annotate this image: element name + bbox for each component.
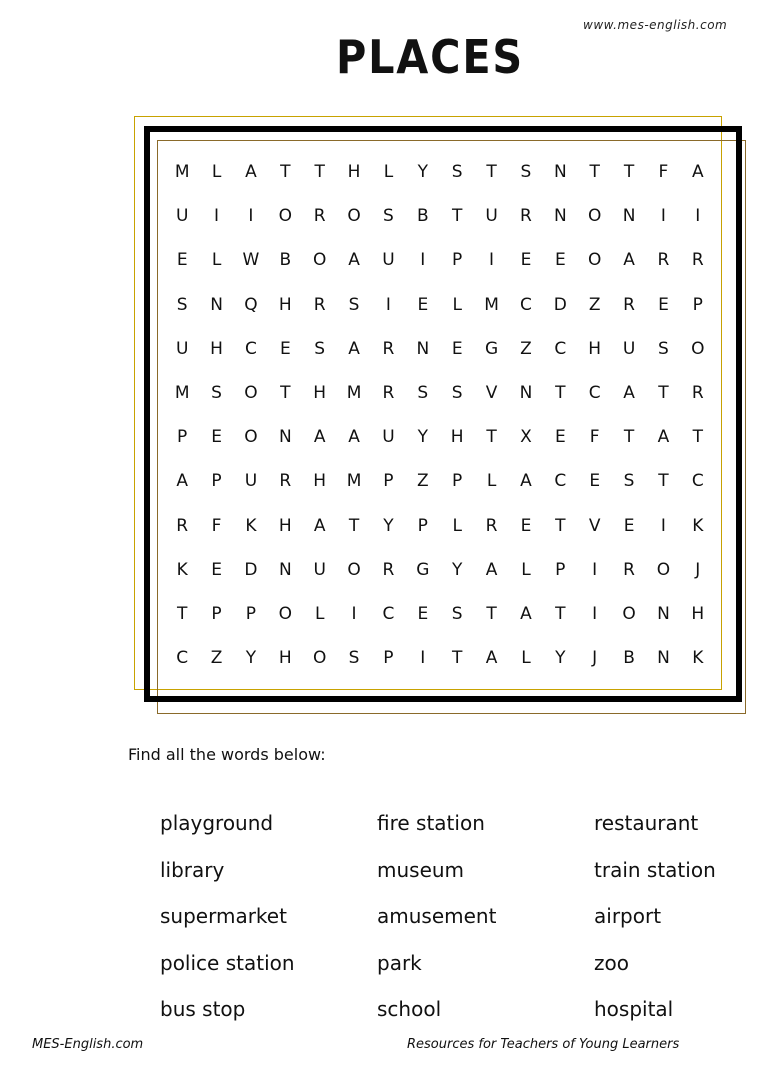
grid-cell[interactable]: E	[623, 515, 635, 536]
instruction-text: Find all the words below:	[128, 745, 326, 764]
grid-cell[interactable]: I	[351, 603, 357, 624]
grid-cell[interactable]: R	[279, 471, 292, 492]
grid-row	[165, 371, 715, 415]
grid-cell[interactable]: U	[622, 338, 636, 359]
grid-cell[interactable]: A	[657, 427, 670, 448]
grid-cell[interactable]: M	[484, 294, 499, 315]
grid-cell[interactable]: E	[658, 294, 669, 315]
grid-cell[interactable]: O	[278, 206, 292, 227]
word-item: hospital	[594, 997, 674, 1022]
grid-cell[interactable]: S	[451, 603, 463, 624]
grid-cell[interactable]: A	[623, 383, 635, 404]
grid-cell[interactable]: T	[314, 162, 325, 183]
grid-cell[interactable]: C	[176, 648, 189, 669]
grid-cell[interactable]: R	[176, 515, 189, 536]
grid-cell[interactable]: T	[658, 471, 669, 492]
grid-cell[interactable]: S	[451, 383, 463, 404]
word-row	[160, 940, 760, 987]
grid-cell[interactable]: J	[592, 648, 598, 669]
grid-cell[interactable]: C	[520, 294, 532, 315]
grid-cell[interactable]: E	[520, 250, 532, 271]
grid-cell[interactable]: P	[452, 250, 463, 271]
grid-row	[165, 194, 715, 238]
grid-cell[interactable]: H	[278, 648, 292, 669]
grid-cell[interactable]: Y	[451, 559, 463, 580]
grid-row	[165, 548, 715, 592]
grid-cell[interactable]: P	[177, 427, 188, 448]
grid-cell[interactable]: M	[346, 383, 362, 404]
grid-cell[interactable]: O	[691, 338, 705, 359]
grid-cell[interactable]: H	[278, 294, 292, 315]
grid-cell[interactable]: W	[242, 250, 260, 271]
word-item: police station	[160, 950, 295, 975]
grid-cell[interactable]: K	[245, 515, 257, 536]
word-item: supermarket	[160, 904, 287, 929]
grid-cell[interactable]: H	[278, 515, 292, 536]
grid-cell[interactable]: E	[211, 559, 222, 580]
grid-cell[interactable]: M	[174, 162, 190, 183]
grid-cell[interactable]: P	[383, 471, 394, 492]
grid-cell[interactable]: T	[555, 383, 566, 404]
grid-cell[interactable]: N	[278, 559, 292, 580]
grid-cell[interactable]: O	[347, 559, 361, 580]
word-item: park	[377, 950, 422, 975]
grid-cell[interactable]: S	[383, 206, 394, 227]
word-row	[160, 893, 760, 940]
grid-cell[interactable]: R	[623, 294, 635, 315]
grid-cell[interactable]: P	[383, 648, 394, 669]
grid-cell[interactable]: D	[244, 559, 258, 580]
grid-cell[interactable]: Y	[245, 648, 257, 669]
grid-row	[165, 592, 715, 636]
word-item: library	[160, 857, 225, 882]
grid-cell[interactable]: P	[245, 603, 257, 624]
grid-cell[interactable]: K	[692, 515, 704, 536]
grid-cell[interactable]: E	[176, 250, 188, 271]
grid-cell[interactable]: R	[691, 383, 704, 404]
grid-cell[interactable]: J	[695, 559, 701, 580]
grid-cell[interactable]: A	[313, 515, 326, 536]
grid-row	[165, 459, 715, 503]
grid-cell[interactable]: N	[278, 427, 292, 448]
grid-cell[interactable]: U	[382, 250, 395, 271]
grid-cell[interactable]: H	[588, 338, 602, 359]
grid-cell[interactable]: P	[211, 603, 222, 624]
grid-cell[interactable]: O	[587, 206, 602, 227]
grid-cell[interactable]: E	[417, 294, 429, 315]
grid-cell[interactable]: I	[660, 515, 666, 536]
grid-cell[interactable]: L	[521, 559, 531, 580]
grid-cell[interactable]: T	[348, 515, 360, 536]
grid-cell[interactable]: U	[244, 471, 258, 492]
grid-cell[interactable]: G	[484, 338, 499, 359]
grid-cell[interactable]: C	[554, 471, 567, 492]
word-row	[160, 847, 760, 894]
site-url: www.mes-english.com	[583, 18, 728, 32]
word-item: amusement	[377, 904, 497, 929]
grid-cell[interactable]: T	[555, 515, 566, 536]
grid-cell[interactable]: A	[623, 250, 635, 271]
grid-cell[interactable]: R	[520, 206, 532, 227]
word-item: train station	[594, 857, 716, 882]
grid-cell[interactable]: A	[348, 427, 360, 448]
grid-cell[interactable]: N	[553, 206, 567, 227]
grid-cell[interactable]: I	[592, 603, 598, 624]
grid-cell[interactable]: I	[695, 206, 701, 227]
grid-cell[interactable]: E	[451, 338, 463, 359]
grid-cell[interactable]: A	[485, 648, 498, 669]
grid-cell[interactable]: T	[486, 603, 497, 624]
grid-cell[interactable]: I	[385, 294, 391, 315]
grid-cell[interactable]: H	[691, 603, 705, 624]
grid-cell[interactable]: Q	[244, 294, 258, 315]
word-item: bus stop	[160, 997, 246, 1022]
grid-cell[interactable]: V	[485, 383, 498, 404]
word-row	[160, 800, 760, 847]
grid-cell[interactable]: A	[348, 338, 360, 359]
grid-cell[interactable]: S	[348, 294, 360, 315]
grid-cell[interactable]: T	[486, 427, 497, 448]
grid-cell[interactable]: X	[520, 427, 532, 448]
grid-cell[interactable]: L	[211, 250, 222, 271]
grid-cell[interactable]: I	[214, 206, 220, 227]
grid-cell[interactable]: I	[248, 206, 254, 227]
grid-cell[interactable]: U	[175, 206, 189, 227]
grid-cell[interactable]: T	[451, 206, 463, 227]
grid-cell[interactable]: S	[176, 294, 188, 315]
grid-cell[interactable]: N	[553, 162, 567, 183]
grid-cell[interactable]: H	[347, 162, 361, 183]
grid-cell[interactable]: H	[313, 383, 327, 404]
grid-cell[interactable]: R	[382, 383, 395, 404]
grid-cell[interactable]: N	[519, 383, 533, 404]
grid-cell[interactable]: E	[279, 338, 291, 359]
grid-cell[interactable]: A	[485, 559, 498, 580]
grid-cell[interactable]: Z	[416, 471, 429, 492]
word-item: restaurant	[594, 811, 699, 836]
grid-cell[interactable]: T	[589, 162, 600, 183]
grid-cell[interactable]: S	[520, 162, 532, 183]
grid-cell[interactable]: S	[658, 338, 669, 359]
word-item: fire station	[377, 811, 485, 836]
grid-cell[interactable]: N	[210, 294, 223, 315]
grid-cell[interactable]: I	[420, 250, 426, 271]
grid-cell[interactable]: L	[211, 162, 222, 183]
grid-cell[interactable]: S	[211, 383, 222, 404]
grid-cell[interactable]: A	[520, 603, 532, 624]
grid-cell[interactable]: E	[589, 471, 601, 492]
grid-cell[interactable]: I	[660, 206, 666, 227]
grid-cell[interactable]: Z	[210, 648, 223, 669]
grid-cell[interactable]: A	[245, 162, 257, 183]
grid-cell[interactable]: L	[486, 471, 497, 492]
grid-cell[interactable]: I	[489, 250, 495, 271]
word-list	[160, 800, 760, 1033]
grid-cell[interactable]: Y	[555, 648, 566, 669]
grid-cell[interactable]: O	[312, 250, 327, 271]
grid-cell[interactable]: P	[692, 294, 703, 315]
grid-cell[interactable]: B	[623, 648, 635, 669]
grid-row	[165, 415, 715, 459]
grid-cell[interactable]: C	[691, 471, 704, 492]
grid-cell[interactable]: F	[211, 515, 222, 536]
grid-cell[interactable]: P	[211, 471, 222, 492]
grid-cell[interactable]: L	[452, 515, 462, 536]
grid-cell[interactable]: O	[622, 603, 636, 624]
grid-cell[interactable]: A	[313, 427, 326, 448]
grid-cell[interactable]: M	[346, 471, 362, 492]
grid-row	[165, 504, 715, 548]
grid-cell[interactable]: B	[416, 206, 429, 227]
grid-cell[interactable]: O	[312, 648, 327, 669]
grid-cell[interactable]: R	[623, 559, 635, 580]
grid-cell[interactable]: S	[451, 162, 463, 183]
grid-cell[interactable]: S	[417, 383, 429, 404]
grid-cell[interactable]: E	[211, 427, 222, 448]
grid-cell[interactable]: O	[347, 206, 361, 227]
grid-cell[interactable]: F	[589, 427, 600, 448]
word-item: zoo	[594, 950, 629, 975]
grid-cell[interactable]: P	[452, 471, 463, 492]
grid-cell[interactable]: O	[244, 383, 258, 404]
grid-cell[interactable]: C	[554, 338, 567, 359]
grid-cell[interactable]: O	[656, 559, 671, 580]
page-title: PLACES	[335, 30, 525, 84]
grid-cell[interactable]: R	[691, 250, 704, 271]
grid-cell[interactable]: K	[176, 559, 188, 580]
grid-cell[interactable]: F	[658, 162, 669, 183]
grid-cell[interactable]: R	[382, 338, 395, 359]
grid-row	[165, 238, 715, 282]
word-item: museum	[377, 857, 465, 882]
grid-row	[165, 150, 715, 194]
grid-cell[interactable]: A	[691, 162, 704, 183]
grid-cell[interactable]: R	[485, 515, 498, 536]
grid-cell[interactable]: P	[555, 559, 566, 580]
grid-cell[interactable]: C	[382, 603, 395, 624]
word-item: playground	[160, 811, 274, 836]
grid-cell[interactable]: N	[622, 206, 636, 227]
grid-cell[interactable]: L	[314, 603, 325, 624]
grid-cell[interactable]: U	[313, 559, 326, 580]
grid-cell[interactable]: H	[450, 427, 464, 448]
grid-cell[interactable]: C	[588, 383, 601, 404]
grid-cell[interactable]: P	[417, 515, 428, 536]
grid-cell[interactable]: E	[417, 603, 429, 624]
grid-cell[interactable]: U	[382, 427, 395, 448]
grid-cell[interactable]: Z	[588, 294, 601, 315]
grid-cell[interactable]: H	[210, 338, 223, 359]
grid-cell[interactable]: C	[245, 338, 257, 359]
grid-cell[interactable]: R	[313, 294, 326, 315]
grid-cell[interactable]: Y	[417, 427, 428, 448]
word-row	[160, 986, 760, 1033]
grid-cell[interactable]: T	[692, 427, 703, 448]
footer-tagline: Resources for Teachers of Young Learners	[407, 1037, 680, 1052]
grid-cell[interactable]: E	[554, 250, 566, 271]
grid-cell[interactable]: A	[348, 250, 360, 271]
grid-cell[interactable]: R	[657, 250, 670, 271]
grid-cell[interactable]: T	[176, 603, 188, 624]
grid-cell[interactable]: T	[486, 162, 497, 183]
grid-cell[interactable]: L	[383, 162, 394, 183]
letter-grid	[165, 150, 715, 680]
word-item: school	[377, 997, 442, 1022]
grid-cell[interactable]: S	[623, 471, 635, 492]
grid-cell[interactable]: U	[485, 206, 498, 227]
grid-cell[interactable]: T	[555, 603, 566, 624]
grid-cell[interactable]: E	[520, 515, 532, 536]
grid-cell[interactable]: N	[657, 603, 670, 624]
grid-cell[interactable]: E	[554, 427, 566, 448]
grid-cell[interactable]: Y	[417, 162, 428, 183]
grid-cell[interactable]: T	[623, 427, 635, 448]
grid-cell[interactable]: S	[348, 648, 360, 669]
grid-cell[interactable]: I	[592, 559, 598, 580]
grid-cell[interactable]: H	[313, 471, 327, 492]
grid-cell[interactable]: T	[658, 383, 669, 404]
grid-cell[interactable]: Z	[520, 338, 532, 359]
grid-cell[interactable]: N	[657, 648, 670, 669]
grid-row	[165, 327, 715, 371]
grid-cell[interactable]: V	[588, 515, 601, 536]
grid-cell[interactable]: B	[279, 250, 292, 271]
grid-cell[interactable]: M	[174, 383, 190, 404]
grid-cell[interactable]: L	[452, 294, 462, 315]
word-item: airport	[594, 904, 662, 929]
grid-cell[interactable]: N	[416, 338, 430, 359]
grid-cell[interactable]: G	[416, 559, 430, 580]
grid-cell[interactable]: O	[587, 250, 602, 271]
grid-cell[interactable]: Y	[383, 515, 394, 536]
grid-cell[interactable]: O	[278, 603, 292, 624]
footer-brand: MES-English.com	[32, 1037, 144, 1052]
grid-cell[interactable]: L	[521, 648, 531, 669]
grid-cell[interactable]: D	[553, 294, 567, 315]
grid-cell[interactable]: T	[280, 162, 291, 183]
grid-cell[interactable]: T	[451, 648, 463, 669]
grid-cell[interactable]: R	[313, 206, 326, 227]
grid-cell[interactable]: R	[382, 559, 395, 580]
grid-cell[interactable]: S	[314, 338, 326, 359]
grid-cell[interactable]: O	[244, 427, 258, 448]
grid-cell[interactable]: K	[692, 648, 704, 669]
grid-cell[interactable]: A	[176, 471, 188, 492]
grid-cell[interactable]: T	[280, 383, 291, 404]
grid-row	[165, 283, 715, 327]
grid-cell[interactable]: U	[175, 338, 189, 359]
grid-cell[interactable]: T	[623, 162, 635, 183]
grid-row	[165, 636, 715, 680]
grid-cell[interactable]: A	[520, 471, 532, 492]
grid-cell[interactable]: I	[420, 648, 426, 669]
